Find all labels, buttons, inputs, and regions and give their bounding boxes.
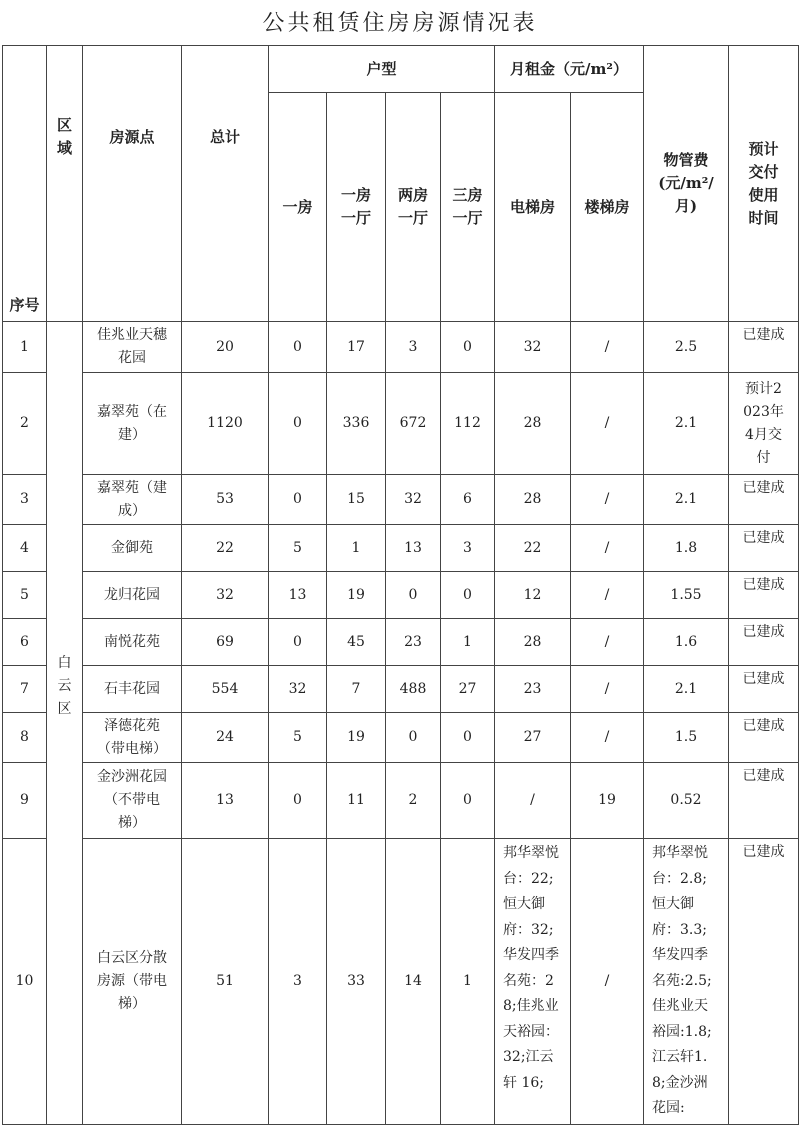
table-row xyxy=(3,839,799,1125)
table-row xyxy=(3,572,799,619)
cell-three-room-hall: 112 xyxy=(441,373,495,475)
cell-seq: 4 xyxy=(3,525,47,572)
cell-delivery: 预计2023年4月交付 xyxy=(729,373,799,475)
cell-site: 白云区分散房源（带电梯） xyxy=(83,839,182,1125)
header-three-room-hall: 三房一厅 xyxy=(441,93,495,322)
header-one-room-hall: 一房一厅 xyxy=(327,93,386,322)
cell-site: 金御苑 xyxy=(83,525,182,572)
cell-one-room: 0 xyxy=(269,475,327,525)
cell-mgmt-fee: 2.1 xyxy=(644,475,729,525)
cell-three-room-hall: 0 xyxy=(441,322,495,373)
cell-mgmt-fee: 1.5 xyxy=(644,713,729,763)
cell-two-room-hall: 23 xyxy=(386,619,441,666)
cell-one-room: 32 xyxy=(269,666,327,713)
cell-total: 53 xyxy=(182,475,269,525)
cell-two-room-hall: 14 xyxy=(386,839,441,1125)
cell-delivery: 已建成 xyxy=(729,475,799,525)
header-district: 区域 xyxy=(47,46,83,322)
cell-one-room-hall: 7 xyxy=(327,666,386,713)
cell-seq: 10 xyxy=(3,839,47,1125)
cell-three-room-hall: 0 xyxy=(441,763,495,839)
cell-total: 22 xyxy=(182,525,269,572)
cell-stair-rent: / xyxy=(571,525,644,572)
cell-two-room-hall: 0 xyxy=(386,572,441,619)
header-mgmt-fee: 物管费(元/m²/月) xyxy=(644,46,729,322)
cell-seq: 7 xyxy=(3,666,47,713)
cell-two-room-hall: 672 xyxy=(386,373,441,475)
cell-three-room-hall: 3 xyxy=(441,525,495,572)
header-site: 房源点 xyxy=(83,46,182,322)
cell-stair-rent: / xyxy=(571,572,644,619)
cell-one-room-hall: 336 xyxy=(327,373,386,475)
cell-mgmt-fee: 0.52 xyxy=(644,763,729,839)
table-row xyxy=(3,475,799,525)
header-one-room: 一房 xyxy=(269,93,327,322)
cell-delivery: 已建成 xyxy=(729,763,799,839)
cell-elevator-rent: 28 xyxy=(495,373,571,475)
cell-two-room-hall: 488 xyxy=(386,666,441,713)
cell-two-room-hall: 32 xyxy=(386,475,441,525)
cell-elevator-rent: 邦华翠悦台：22;恒大御府：32;华发四季名苑：28;佳兆业天裕园：32;江云轩 16; xyxy=(495,839,571,1125)
cell-three-room-hall: 1 xyxy=(441,839,495,1125)
cell-stair-rent: / xyxy=(571,322,644,373)
district-cell: 白云区 xyxy=(47,322,83,1125)
cell-site: 南悦花苑 xyxy=(83,619,182,666)
cell-stair-rent: / xyxy=(571,713,644,763)
cell-seq: 1 xyxy=(3,322,47,373)
cell-stair-rent: / xyxy=(571,475,644,525)
cell-elevator-rent: 22 xyxy=(495,525,571,572)
table-row xyxy=(3,666,799,713)
cell-three-room-hall: 27 xyxy=(441,666,495,713)
cell-stair-rent: / xyxy=(571,373,644,475)
cell-mgmt-fee: 1.8 xyxy=(644,525,729,572)
cell-delivery: 已建成 xyxy=(729,666,799,713)
cell-two-room-hall: 3 xyxy=(386,322,441,373)
cell-delivery: 已建成 xyxy=(729,839,799,1125)
cell-delivery: 已建成 xyxy=(729,572,799,619)
cell-elevator-rent: 12 xyxy=(495,572,571,619)
cell-mgmt-fee: 1.55 xyxy=(644,572,729,619)
cell-one-room-hall: 19 xyxy=(327,713,386,763)
table-row xyxy=(3,525,799,572)
cell-elevator-rent: / xyxy=(495,763,571,839)
cell-site: 嘉翠苑（在建） xyxy=(83,373,182,475)
cell-seq: 6 xyxy=(3,619,47,666)
cell-two-room-hall: 0 xyxy=(386,713,441,763)
cell-mgmt-fee: 2.1 xyxy=(644,373,729,475)
cell-delivery: 已建成 xyxy=(729,619,799,666)
header-seq: 序号 xyxy=(3,46,47,322)
page-title: 公共租赁住房房源情况表 xyxy=(262,11,538,36)
cell-total: 51 xyxy=(182,839,269,1125)
cell-elevator-rent: 28 xyxy=(495,619,571,666)
cell-site: 嘉翠苑（建成） xyxy=(83,475,182,525)
cell-total: 24 xyxy=(182,713,269,763)
cell-elevator-rent: 28 xyxy=(495,475,571,525)
header-stair: 楼梯房 xyxy=(571,93,644,322)
header-total: 总计 xyxy=(182,46,269,322)
cell-total: 13 xyxy=(182,763,269,839)
cell-elevator-rent: 32 xyxy=(495,322,571,373)
cell-one-room: 0 xyxy=(269,373,327,475)
cell-one-room: 5 xyxy=(269,713,327,763)
cell-total: 69 xyxy=(182,619,269,666)
cell-one-room-hall: 19 xyxy=(327,572,386,619)
cell-site: 佳兆业天穗花园 xyxy=(83,322,182,373)
cell-one-room-hall: 11 xyxy=(327,763,386,839)
cell-elevator-rent: 27 xyxy=(495,713,571,763)
cell-site: 金沙洲花园（不带电梯） xyxy=(83,763,182,839)
cell-three-room-hall: 0 xyxy=(441,572,495,619)
cell-three-room-hall: 6 xyxy=(441,475,495,525)
cell-total: 1120 xyxy=(182,373,269,475)
header-two-room-hall: 两房一厅 xyxy=(386,93,441,322)
cell-three-room-hall: 0 xyxy=(441,713,495,763)
cell-one-room: 0 xyxy=(269,763,327,839)
cell-two-room-hall: 13 xyxy=(386,525,441,572)
cell-stair-rent: 19 xyxy=(571,763,644,839)
cell-site: 龙归花园 xyxy=(83,572,182,619)
table-row xyxy=(3,322,799,373)
cell-two-room-hall: 2 xyxy=(386,763,441,839)
cell-seq: 8 xyxy=(3,713,47,763)
table-row xyxy=(3,619,799,666)
table-row xyxy=(3,373,799,475)
cell-one-room-hall: 33 xyxy=(327,839,386,1125)
cell-one-room-hall: 45 xyxy=(327,619,386,666)
cell-total: 32 xyxy=(182,572,269,619)
cell-one-room: 5 xyxy=(269,525,327,572)
cell-seq: 5 xyxy=(3,572,47,619)
housing-table xyxy=(2,45,799,1125)
cell-mgmt-fee: 1.6 xyxy=(644,619,729,666)
table-row xyxy=(3,763,799,839)
cell-mgmt-fee: 邦华翠悦台：2.8;恒大御府：3.3;华发四季名苑:2.5;佳兆业天裕园:1.8;江云轩1.8;金沙洲花园: xyxy=(644,839,729,1125)
table-row xyxy=(3,713,799,763)
cell-site: 石丰花园 xyxy=(83,666,182,713)
cell-three-room-hall: 1 xyxy=(441,619,495,666)
cell-mgmt-fee: 2.5 xyxy=(644,322,729,373)
cell-one-room-hall: 1 xyxy=(327,525,386,572)
header-rent: 月租金（元/m²） xyxy=(495,46,644,93)
cell-delivery: 已建成 xyxy=(729,322,799,373)
cell-one-room-hall: 17 xyxy=(327,322,386,373)
cell-one-room: 13 xyxy=(269,572,327,619)
header-delivery: 预计交付使用时间 xyxy=(729,46,799,322)
cell-mgmt-fee: 2.1 xyxy=(644,666,729,713)
cell-delivery: 已建成 xyxy=(729,713,799,763)
header-unit-type: 户型 xyxy=(269,46,495,93)
header-elevator: 电梯房 xyxy=(495,93,571,322)
cell-one-room: 0 xyxy=(269,322,327,373)
cell-total: 20 xyxy=(182,322,269,373)
cell-one-room: 0 xyxy=(269,619,327,666)
cell-one-room: 3 xyxy=(269,839,327,1125)
cell-seq: 3 xyxy=(3,475,47,525)
cell-stair-rent: / xyxy=(571,839,644,1125)
cell-stair-rent: / xyxy=(571,666,644,713)
cell-seq: 2 xyxy=(3,373,47,475)
cell-site: 泽德花苑（带电梯） xyxy=(83,713,182,763)
cell-one-room-hall: 15 xyxy=(327,475,386,525)
cell-seq: 9 xyxy=(3,763,47,839)
cell-total: 554 xyxy=(182,666,269,713)
cell-stair-rent: / xyxy=(571,619,644,666)
cell-delivery: 已建成 xyxy=(729,525,799,572)
cell-elevator-rent: 23 xyxy=(495,666,571,713)
